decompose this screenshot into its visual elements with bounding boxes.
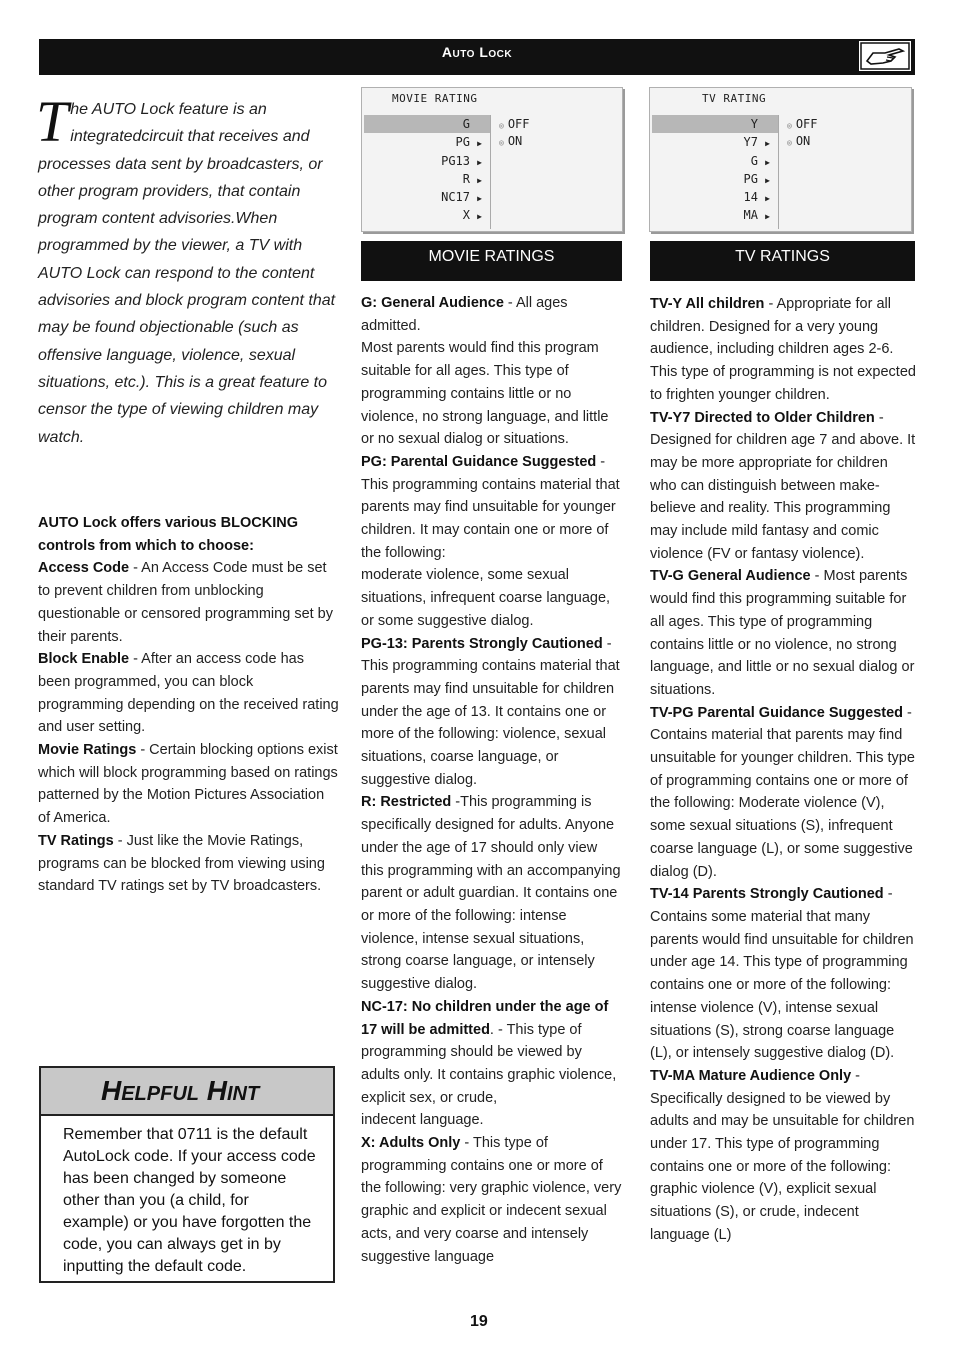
menu-item-x[interactable]: X ▶ <box>364 206 490 224</box>
tv-rating-list <box>652 115 779 229</box>
intro-text: he AUTO Lock feature is an integratedcircuit that receives and processes data sent by broadcasters, or other program providers, that contain program content advisories.When programmed by the viewer, a TV with AUTO Lock can respond to the content advisories and block program content that may be found objectionable (such as offensive language, violence, sexual situations, etc.). This is a great feature to censor the type of viewing children may watch. <box>38 101 336 446</box>
section-header-bar <box>39 39 915 75</box>
menu-item-y7[interactable]: Y7 ▶ <box>652 133 778 151</box>
arrow-right-icon: ▶ <box>477 175 482 185</box>
menu-item-14[interactable]: 14 ▶ <box>652 188 778 206</box>
control-item: TV Ratings - Just like the Movie Ratings, programs can be blocked from viewing using standard TV ratings set by TV broadcasters. <box>38 832 325 895</box>
hint-title: Helpful Hint <box>41 1068 333 1116</box>
pointing-hand-icon <box>858 40 912 72</box>
radio-icon: ◎ <box>787 121 792 130</box>
arrow-right-icon: ▶ <box>477 194 482 204</box>
menu-item-g[interactable]: G <box>364 115 490 133</box>
drop-cap: T <box>36 89 69 154</box>
rating-entry: R: Restricted -This programming is specifically designed for adults. Anyone under the age of 17 should only view this programming with an accompanying parent or adult guardian. It contains one or more of the following: intense violence, intense sexual situations, strong coarse language, or intensely suggestive dialog. <box>361 794 621 993</box>
movie-ratings-heading: MOVIE RATINGS <box>361 241 622 281</box>
tv-options <box>787 116 818 150</box>
rating-entry: NC-17: No children under the age of 17 will be admitted. - This type of programming should be viewed by adults only. It contains graphic violence, explicit sex, or crude, indecent language. <box>361 998 617 1129</box>
rating-entry: TV-Y All children - Appropriate for all children. Designed for a very young audience, including children ages 2-6. This type of programming is not expected to frighten younger children. <box>650 296 916 403</box>
arrow-right-icon: ▶ <box>477 212 482 222</box>
hint-text: Remember that 0711 is the default AutoLock code. If your access code has been changed by someone other than you (a child, for example) or you have forgotten the code, you can always get in by inputting the default code. <box>63 1126 316 1275</box>
page-number: 19 <box>470 1313 488 1330</box>
control-item: Block Enable - After an access code has been programmed, you can block programming depending on the received rating and user setting. <box>38 651 339 736</box>
rating-entry: PG-13: Parents Strongly Cautioned - This programming contains material that parents may find unsuitable for children under the age of 13. It contains one or more of the following: violence, sexual situations, coarse language, or suggestive dialog. <box>361 635 620 788</box>
blocking-controls-section <box>38 512 340 898</box>
menu-item-g[interactable]: G ▶ <box>652 152 778 170</box>
radio-icon: ◎ <box>499 138 504 147</box>
section-title: Auto Lock <box>441 44 513 60</box>
radio-icon: ◎ <box>787 138 792 147</box>
rating-entry: X: Adults Only - This type of programming contains one or more of the following: very graphic violence, very graphic and explicit or indecent sexual acts, and very coarse and intensely suggestive language <box>361 1135 622 1265</box>
helpful-hint-box <box>39 1066 335 1283</box>
option-on[interactable]: ◎ ON <box>499 134 523 148</box>
rating-entry: TV-MA Mature Audience Only - Specifically designed to be viewed by adults and may be unsuitable for children under 17. This type of programming contains one or more of the following: graphic violence (V), explicit sexual situations (S), or crude, indecent language (L) <box>650 1067 915 1243</box>
arrow-right-icon: ▶ <box>477 139 482 149</box>
movie-menu-title: MOVIE RATING <box>392 92 478 105</box>
rating-entry: PG: Parental Guidance Suggested - This programming contains material that parents may find unsuitable for younger children. It may contain one or more of the following: moderate violence, some sexual situations, infrequent coarse language, or some suggestive dialog. <box>361 453 620 629</box>
radio-icon: ◎ <box>499 121 504 130</box>
arrow-right-icon: ▶ <box>477 157 482 167</box>
menu-item-r[interactable]: R ▶ <box>364 170 490 188</box>
menu-item-ma[interactable]: MA ▶ <box>652 206 778 224</box>
menu-item-pg[interactable]: PG ▶ <box>364 133 490 151</box>
arrow-right-icon: ▶ <box>765 212 770 222</box>
movie-rating-list <box>364 115 491 229</box>
menu-item-pg13[interactable]: PG13 ▶ <box>364 152 490 170</box>
arrow-right-icon: ▶ <box>765 157 770 167</box>
movie-ratings-descriptions <box>361 292 623 1268</box>
intro-paragraph <box>36 89 338 451</box>
rating-entry: TV-Y7 Directed to Older Children - Designed for children age 7 and above. It may be more appropriate for children who can distinguish between make-believe and reality. This programming may include mild fantasy and comic violence (FV or fantasy violence). <box>650 409 916 562</box>
rating-entry: TV-G General Audience - Most parents would find this programming suitable for all ages. This type of programming contains little or no violence, no strong language, and little or no sexual dialog or situations. <box>650 568 915 698</box>
rating-entry: G: General Audience - All ages admitted. Most parents would find this program suitable for all ages. This type of programming contains little or no violence, no strong language, and little or no sexual dialog or situations. <box>361 295 609 448</box>
control-item: Movie Ratings - Certain blocking options exist which will block programming based on ratings patterned by the Motion Pictures Association of America. <box>38 742 338 827</box>
tv-ratings-descriptions <box>650 293 916 1247</box>
arrow-right-icon: ▶ <box>765 194 770 204</box>
movie-options <box>499 116 530 150</box>
blocking-lead: AUTO Lock offers various BLOCKING controls from which to choose: <box>38 515 298 554</box>
tv-rating-menu <box>649 87 912 232</box>
tv-menu-title: TV RATING <box>702 92 767 105</box>
menu-item-y[interactable]: Y <box>652 115 778 133</box>
tv-ratings-heading: TV RATINGS <box>650 241 915 281</box>
rating-entry: TV-PG Parental Guidance Suggested - Contains material that parents may find unsuitable for younger children. This type of programming contains one or more of the following: Moderate violence (V), some sexual situations (S), infrequent coarse language (L), or some suggestive dialog (D). <box>650 704 915 880</box>
option-off[interactable]: ◎ OFF <box>787 117 818 131</box>
menu-item-nc17[interactable]: NC17 ▶ <box>364 188 490 206</box>
option-off[interactable]: ◎ OFF <box>499 117 530 131</box>
movie-rating-menu <box>361 87 623 232</box>
arrow-right-icon: ▶ <box>765 139 770 149</box>
rating-entry: TV-14 Parents Strongly Cautioned - Contains some material that many parents would find unsuitable for children under age 14. This type of programming contains one or more of the following: intense violence (V), intense sexual situations (S), strong coarse language (L), or intensely suggestive dialog (D). <box>650 886 914 1062</box>
control-item: Access Code - An Access Code must be set to prevent children from unblocking questionable or censored programming set by their parents. <box>38 560 333 645</box>
option-on[interactable]: ◎ ON <box>787 134 811 148</box>
arrow-right-icon: ▶ <box>765 175 770 185</box>
menu-item-pg[interactable]: PG ▶ <box>652 170 778 188</box>
